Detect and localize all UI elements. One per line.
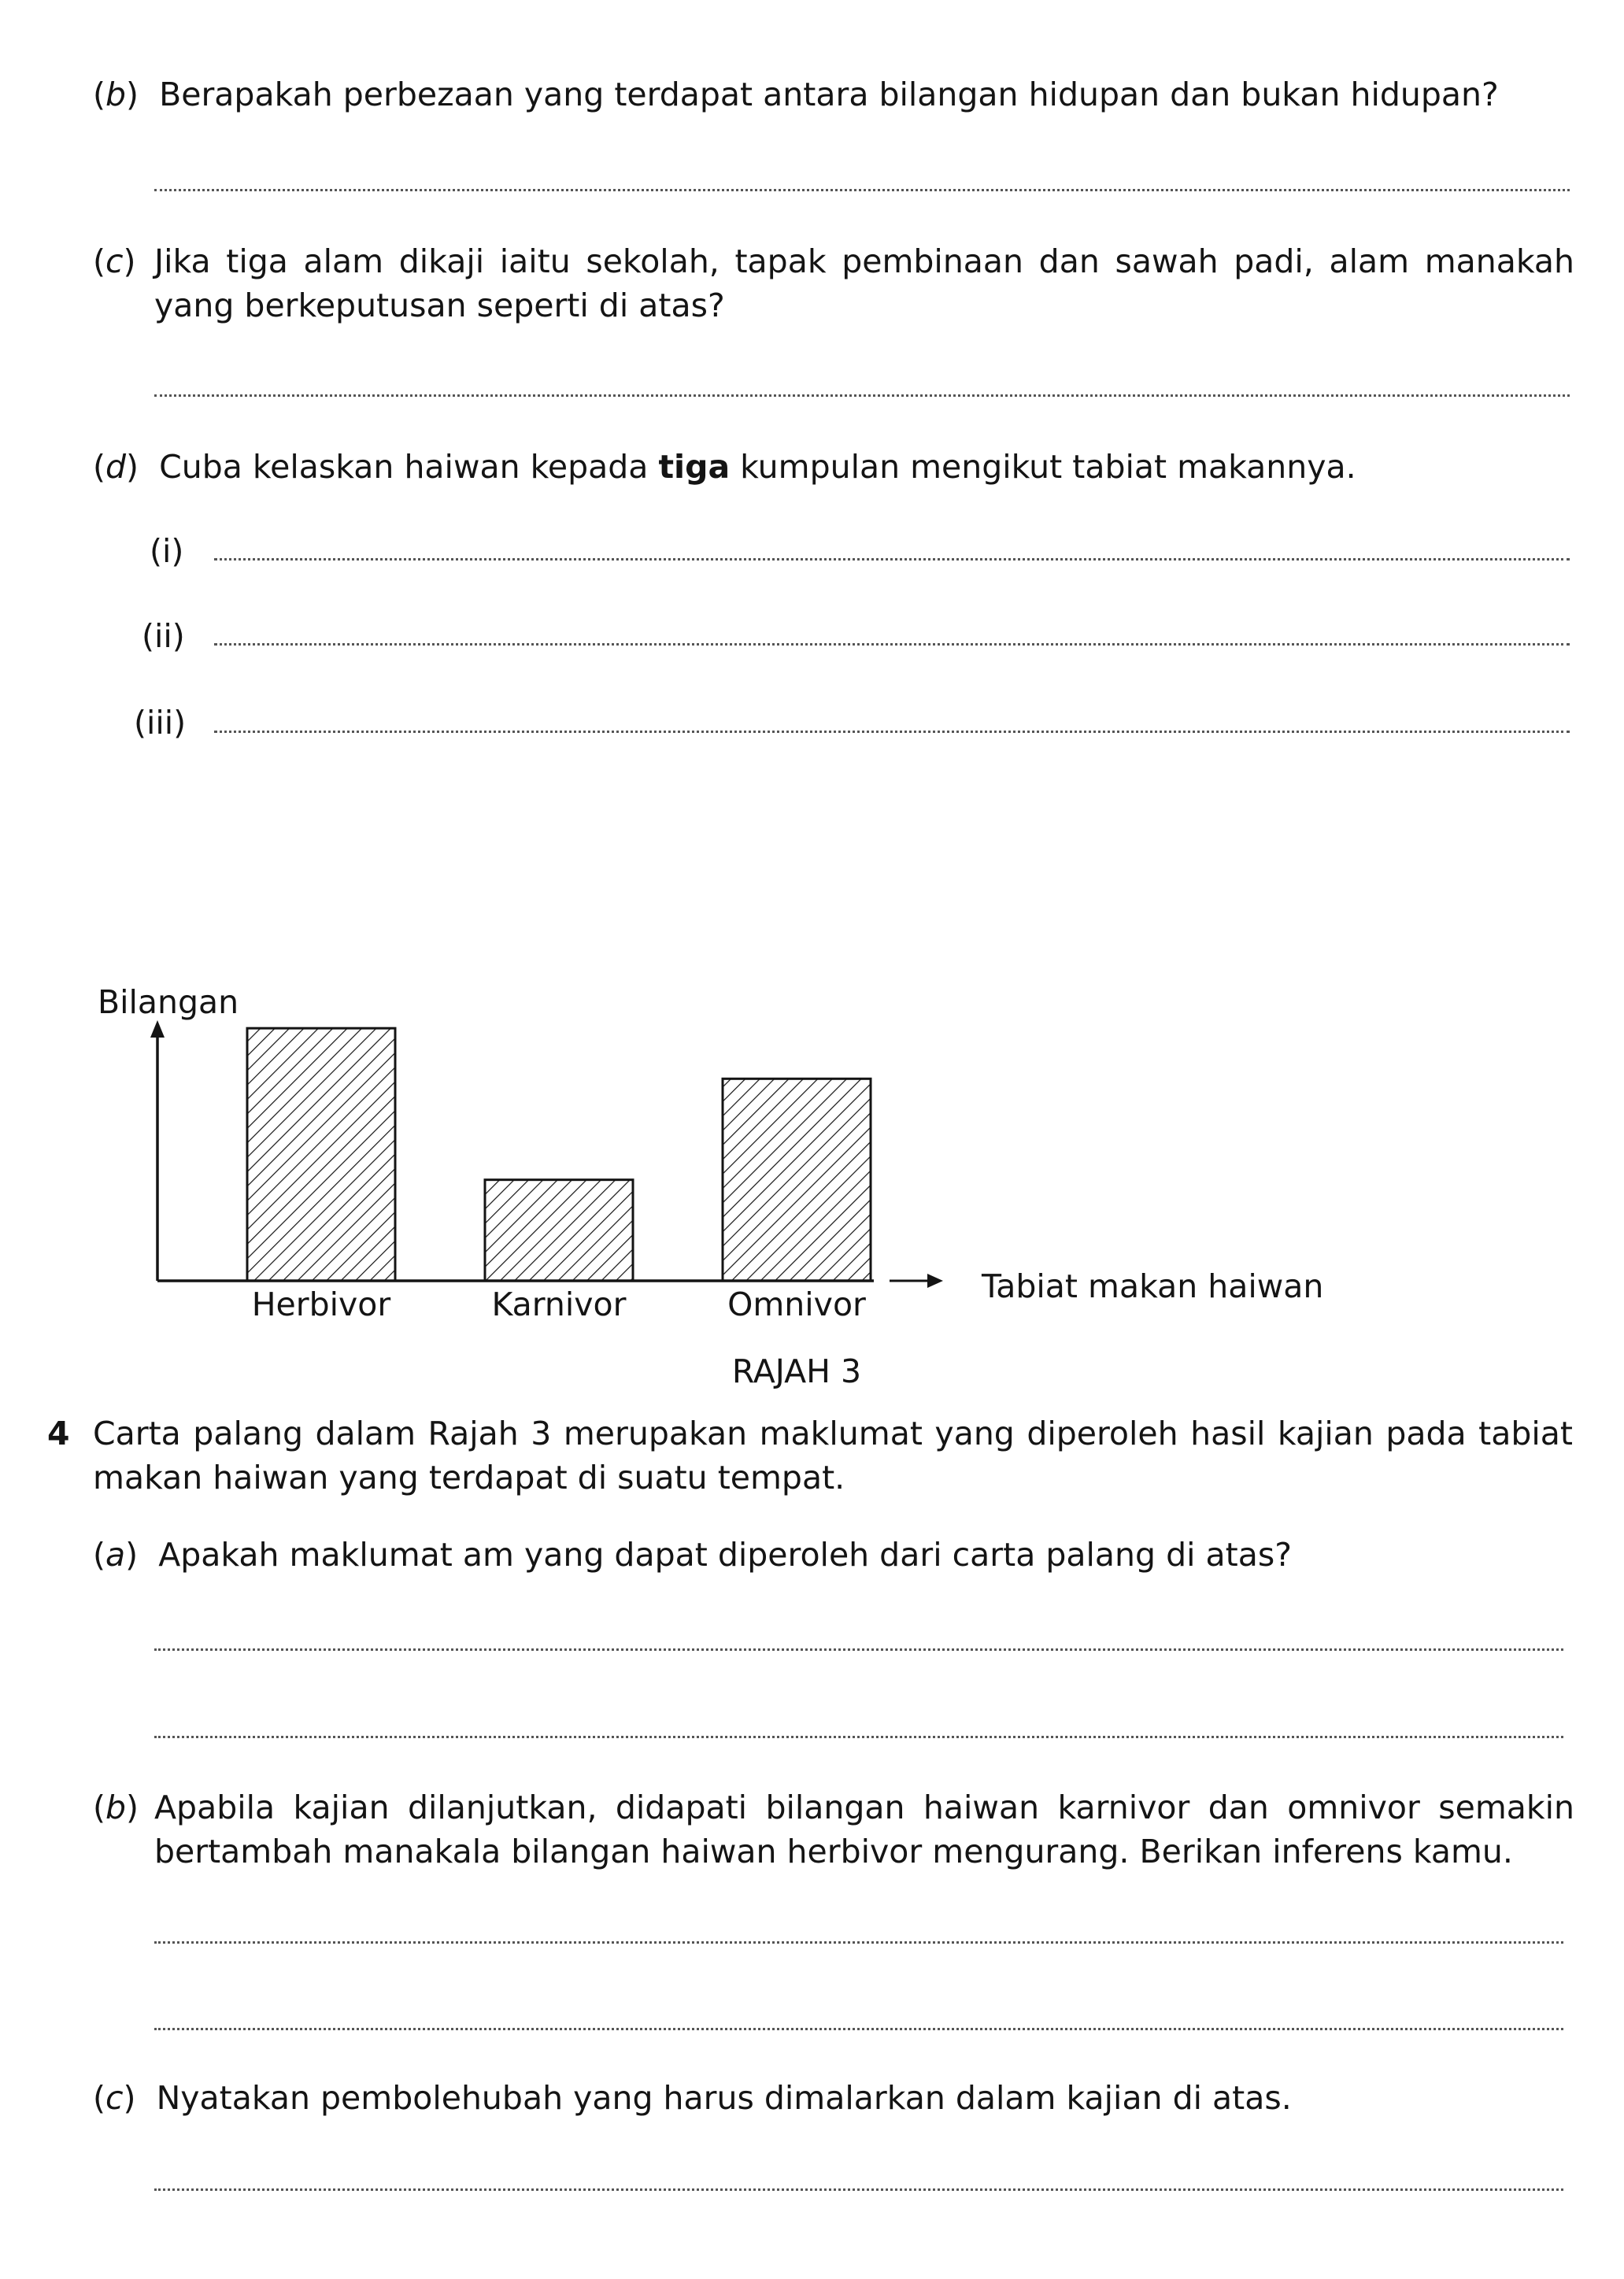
q4a-answer-line-1[interactable] [154, 1648, 1563, 1651]
q4b-label: b [105, 1789, 127, 1826]
q4-number: 4 [47, 1415, 70, 1452]
x-axis-label: Tabiat makan haiwan [982, 1267, 1324, 1305]
q4b-text: Apabila kajian dilanjutkan, didapati bilangan haiwan karnivor dan omnivor semakin bertambah manakala bilangan haiwan herbivor mengurang. Berikan inferens kamu. [154, 1789, 1574, 1870]
q4b-label-wrap: (b) [93, 1789, 139, 1826]
q3c-label: c [105, 242, 124, 280]
q4b-answer-line-1[interactable] [154, 1941, 1563, 1944]
category-label-karnivor: Karnivor [491, 1286, 627, 1323]
bar-karnivor [485, 1180, 633, 1281]
y-axis-label: Bilangan [98, 983, 239, 1021]
q4a-label: a [105, 1536, 126, 1574]
q4c-text: Nyatakan pembolehubah yang harus dimalarkan dalam kajian di atas. [156, 2079, 1292, 2117]
bar-omnivor [723, 1078, 871, 1281]
category-labels [252, 1286, 866, 1323]
q3d-label: d [105, 448, 127, 486]
q4a-answer-line-2[interactable] [154, 1736, 1563, 1738]
q4-intro-text: Carta palang dalam Rajah 3 merupakan maklumat yang diperoleh hasil kajian pada tabiat makan haiwan yang terdapat di suatu tempat. [93, 1415, 1573, 1497]
bar-herbivor [247, 1028, 395, 1281]
bars-group [247, 1028, 871, 1281]
category-label-herbivor: Herbivor [251, 1286, 391, 1323]
category-label-omnivor: Omnivor [727, 1286, 866, 1323]
q3c-text: Jika tiga alam dikaji iaitu sekolah, tapak pembinaan dan sawah padi, alam manakah yang berkeputusan seperti di atas? [154, 242, 1574, 324]
y-axis-arrowhead-icon [150, 1020, 165, 1038]
q4a-text: Apakah maklumat am yang dapat diperoleh dari carta palang di atas? [158, 1536, 1292, 1574]
q3c-label-wrap: (c) [93, 242, 136, 280]
q4c-answer-line[interactable] [154, 2188, 1563, 2191]
q3d-question: (d) Cuba kelaskan haiwan kepada tiga kumpulan mengikut tabiat makannya. [93, 448, 1356, 486]
q3d-item-ii-label: (ii) [142, 617, 185, 655]
q3d-text-bold: tiga [658, 448, 731, 486]
q4c-question: (c) Nyatakan pembolehubah yang harus dimalarkan dalam kajian di atas. [93, 2079, 1292, 2117]
x-axis-arrowhead-icon [927, 1274, 943, 1288]
q3d-text-after: kumpulan mengikut tabiat makannya. [730, 448, 1356, 486]
q3b-text: Berapakah perbezaan yang terdapat antara bilangan hidupan dan bukan hidupan? [159, 76, 1499, 113]
figure-caption: RAJAH 3 [731, 1352, 862, 1390]
q4a-question: (a) Apakah maklumat am yang dapat diperoleh dari carta palang di atas? [93, 1536, 1292, 1574]
q3b-question: (b) Berapakah perbezaan yang terdapat antara bilangan hidupan dan bukan hidupan? [93, 76, 1499, 113]
q4b-answer-line-2[interactable] [154, 2028, 1563, 2030]
q3b-label: b [105, 76, 127, 113]
q3d-text-before: Cuba kelaskan haiwan kepada [159, 448, 659, 486]
q3d-item-i-label: (i) [150, 532, 184, 570]
q3d-item-iii-label: (iii) [134, 704, 187, 742]
q4c-label: c [105, 2079, 124, 2117]
